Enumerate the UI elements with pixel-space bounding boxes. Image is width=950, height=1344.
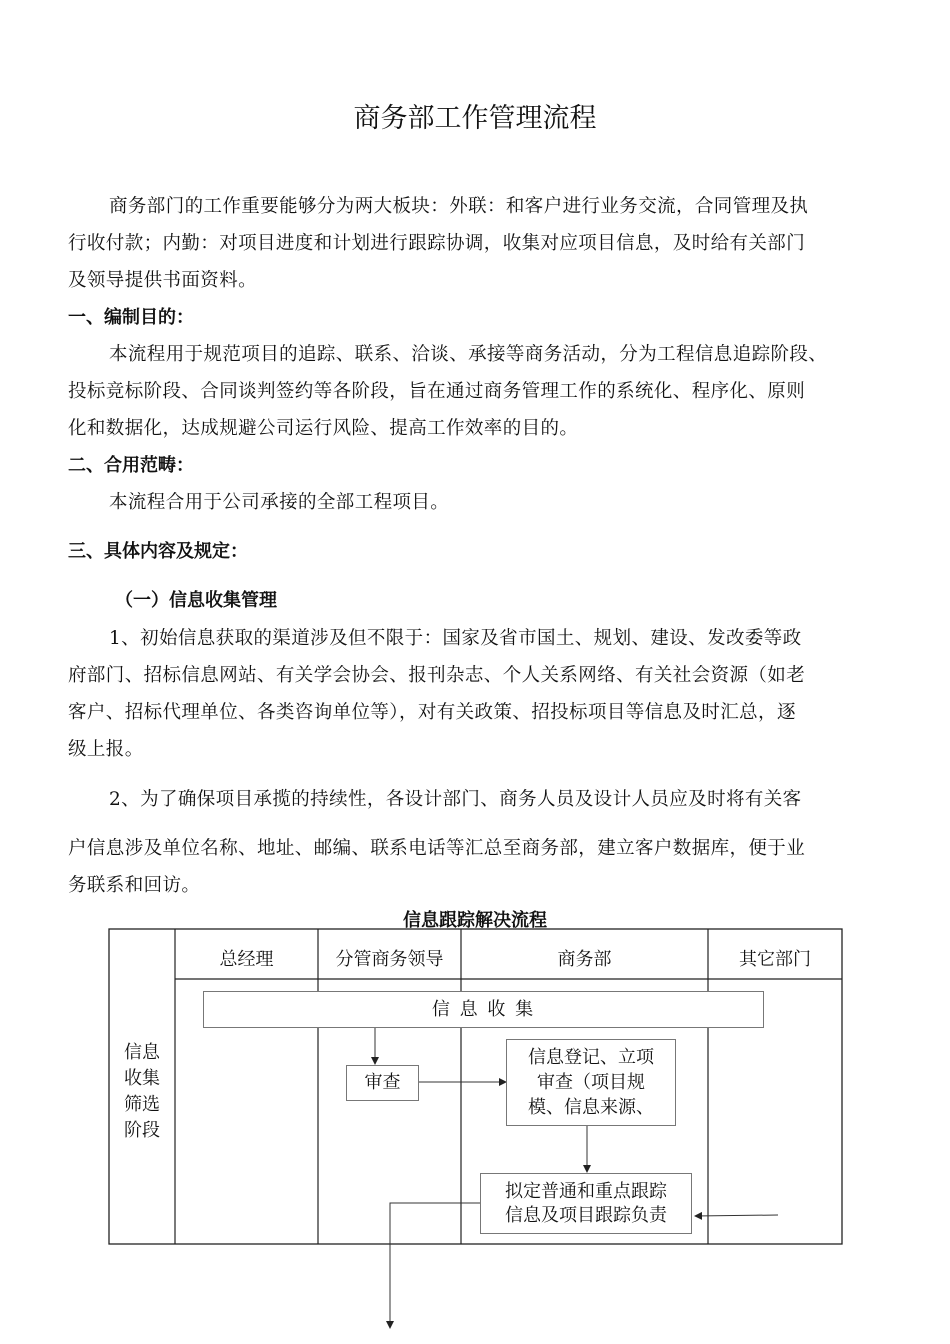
item-2-line-3: 务联系和回访。 <box>68 875 201 896</box>
column-header-business-leader: 分管商务领导 <box>335 949 444 970</box>
item-1-line-2: 府部门、招标信息网站、有关学会协会、报刊杂志、个人关系网络、有关社会资源（如老 <box>68 665 806 686</box>
plan-box-line-2: 信息及项目跟踪负责 <box>505 1205 667 1226</box>
section-1-heading: 一、编制目的： <box>68 307 194 328</box>
collect-box: 信 息 收 集 <box>203 991 764 1028</box>
register-box-line-1: 信息登记、立项 <box>528 1047 654 1068</box>
section-3-heading: 三、具体内容及规定： <box>68 541 248 562</box>
review-box: 审查 <box>346 1065 419 1101</box>
flowchart-title: 信息跟踪解决流程 <box>403 910 547 931</box>
section-2-heading: 二、合用范畴： <box>68 455 194 476</box>
section-2-line-1: 本流程合用于公司承接的全部工程项目。 <box>109 492 450 513</box>
column-header-general-manager: 总经理 <box>219 949 274 970</box>
item-1-line-3: 客户、招标代理单位、各类咨询单位等），对有关政策、招投标项目等信息及时汇总，逐 <box>68 702 796 723</box>
section-3-subheading: （一）信息收集管理 <box>115 590 277 611</box>
register-box-line-3: 模、信息来源、 <box>528 1097 654 1118</box>
stage-label: 信息收集筛选阶段 <box>124 1042 160 1141</box>
item-2-line-1: 2、为了确保项目承揽的持续性，各设计部门、商务人员及设计人员应及时将有关客 <box>109 789 802 810</box>
intro-line-1: 商务部门的工作重要能够分为两大板块：外联：和客户进行业务交流，合同管理及执 <box>109 196 809 217</box>
arrow-plan-down <box>390 1203 480 1328</box>
column-header-business-dept: 商务部 <box>557 949 612 970</box>
flowchart-table-border <box>109 929 842 1244</box>
column-header-other-dept: 其它部门 <box>739 949 811 970</box>
item-1-line-4: 级上报。 <box>68 739 144 760</box>
item-2-line-2: 户信息涉及单位名称、地址、邮编、联系电话等汇总至商务部，建立客户数据库，便于业 <box>68 838 806 859</box>
section-1-line-2: 投标竞标阶段、合同谈判签约等各阶段，旨在通过商务管理工作的系统化、程序化、原则 <box>68 381 806 402</box>
plan-box <box>480 1173 692 1234</box>
section-1-line-3: 化和数据化，达成规避公司运行风险、提高工作效率的目的。 <box>68 418 579 439</box>
plan-box-line-1: 拟定普通和重点跟踪 <box>505 1181 667 1202</box>
register-box <box>506 1039 676 1126</box>
intro-line-2: 行收付款；内勤：对项目进度和计划进行跟踪协调，收集对应项目信息，及时给有关部门 <box>68 233 806 254</box>
item-1-line-1: 1、初始信息获取的渠道涉及但不限于：国家及省市国土、规划、建设、发改委等政 <box>109 628 802 649</box>
intro-line-3: 及领导提供书面资料。 <box>68 270 258 291</box>
section-1-line-1: 本流程用于规范项目的追踪、联系、洽谈、承接等商务活动，分为工程信息追踪阶段、 <box>109 344 828 365</box>
page-title: 商务部工作管理流程 <box>353 103 597 134</box>
register-box-line-2: 审查（项目规 <box>537 1072 645 1093</box>
